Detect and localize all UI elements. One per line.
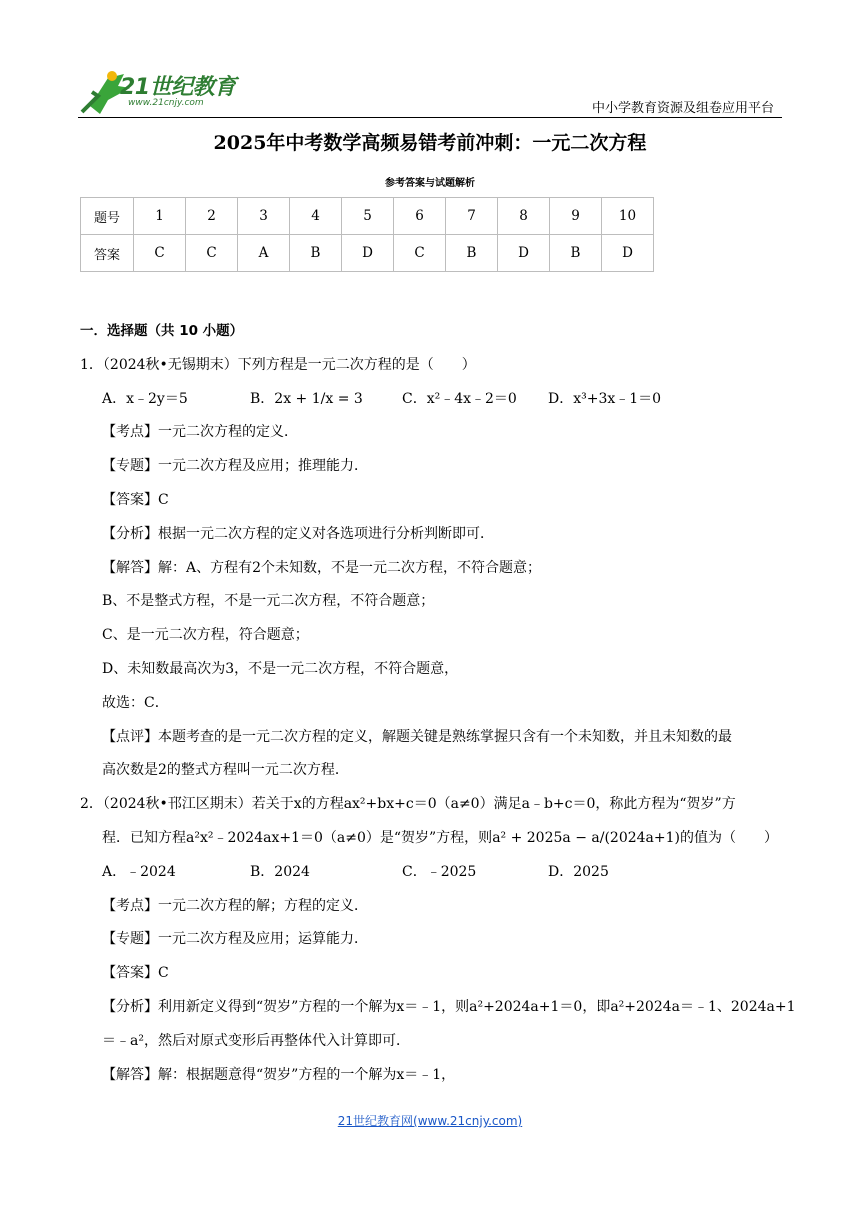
q1-option-b-expr: 2x + 1/x = 3	[274, 390, 363, 407]
q2-stem-1: 2．（2024秋•邗江区期末）若关于x的方程ax²+bx+c＝0（a≠0）满足a﹣b+c＝0，称此方程为“贺岁”方	[80, 796, 736, 813]
answer-table	[80, 197, 654, 272]
table-cell: D	[342, 235, 394, 272]
table-cell: 3	[238, 198, 290, 235]
q1-comment-1: 【点评】本题考查的是一元二次方程的定义，解题关键是熟练掌握只含有一个未知数，并且未知数的最	[102, 728, 732, 745]
q1-answer: 【答案】C	[102, 491, 169, 508]
table-cell: 2	[186, 198, 238, 235]
q2-analysis-1: 【分析】利用新定义得到“贺岁”方程的一个解为x＝﹣1，则a²+2024a+1＝0，即a²+2024a＝﹣1、2024a+1	[102, 998, 796, 1015]
document-body	[80, 315, 796, 1092]
table-cell: D	[498, 235, 550, 272]
table-cell: 5	[342, 198, 394, 235]
q1-choice: 故选：C．	[102, 694, 169, 711]
q2-stem-2-end: 的值为（ ）	[679, 829, 778, 846]
table-cell: C	[134, 235, 186, 272]
q2-option-d: D．2025	[548, 863, 609, 880]
q1-options	[80, 383, 780, 417]
table-cell: 7	[446, 198, 498, 235]
q1-zhuanti: 【专题】一元二次方程及应用；推理能力．	[102, 458, 368, 475]
table-cell: 1	[134, 198, 186, 235]
table-cell: B	[290, 235, 342, 272]
table-cell: 8	[498, 198, 550, 235]
logo-text: 21世纪教育	[120, 75, 236, 100]
q2-option-a: A．﹣2024	[102, 863, 176, 880]
q2-analysis-2: ＝﹣a²，然后对原式变形后再整体代入计算即可．	[102, 1032, 410, 1049]
answer-table-row-answers	[81, 235, 654, 272]
q1-option-c: C．x²﹣4x﹣2＝0	[402, 390, 517, 407]
page-title: 2025年中考数学高频易错考前冲刺：一元二次方程	[213, 132, 647, 154]
table-header-cell: 答案	[81, 235, 134, 272]
table-cell: 6	[394, 198, 446, 235]
footer-link[interactable]: 21世纪教育网(www.21cnjy.com)	[337, 1114, 523, 1128]
q2-stem-2-text: 程．已知方程a²x²﹣2024ax+1＝0（a≠0）是“贺岁”方程，则	[102, 829, 493, 846]
q2-solution: 【解答】解：根据题意得“贺岁”方程的一个解为x＝﹣1，	[102, 1066, 456, 1083]
platform-label: 中小学教育资源及组卷应用平台	[591, 101, 774, 116]
q1-kaodian: 【考点】一元二次方程的定义．	[102, 424, 298, 441]
table-cell: C	[394, 235, 446, 272]
q1-analysis: 【分析】根据一元二次方程的定义对各选项进行分析判断即可．	[102, 525, 494, 542]
table-cell: 4	[290, 198, 342, 235]
table-cell: 9	[550, 198, 602, 235]
table-cell: B	[446, 235, 498, 272]
table-cell: A	[238, 235, 290, 272]
answer-table-row-numbers	[81, 198, 654, 235]
q1-option-b	[250, 383, 402, 417]
q2-zhuanti: 【专题】一元二次方程及应用；运算能力．	[102, 931, 368, 948]
q1-option-b-prefix: B．	[250, 390, 275, 407]
q2-answer: 【答案】C	[102, 965, 169, 982]
table-header-cell: 题号	[81, 198, 134, 235]
q1-comment-2: 高次数是2的整式方程叫一元二次方程．	[102, 762, 349, 779]
q2-option-b: B．2024	[250, 863, 310, 880]
q2-stem-2	[80, 822, 780, 856]
q1-solution-d: D、未知数最高次为3，不是一元二次方程，不符合题意，	[102, 660, 459, 677]
q1-solution: 【解答】解：A、方程有2个未知数，不是一元二次方程，不符合题意；	[102, 559, 542, 576]
q1-solution-b: B、不是整式方程，不是一元二次方程，不符合题意；	[102, 593, 435, 610]
q2-options	[80, 856, 780, 890]
table-cell: C	[186, 235, 238, 272]
q1-option-a: A．x﹣2y＝5	[102, 390, 188, 407]
q2-option-c: C．﹣2025	[402, 863, 477, 880]
q1-stem: 1．（2024秋•无锡期末）下列方程是一元二次方程的是（ ）	[80, 356, 476, 373]
q1-solution-c: C、是一元二次方程，符合题意；	[102, 627, 309, 644]
q2-expression: a² + 2025a − a/(2024a+1)	[492, 829, 680, 846]
logo-url: www.21cnjy.com	[128, 98, 204, 108]
q2-kaodian: 【考点】一元二次方程的解；方程的定义．	[102, 897, 368, 914]
section-title: 一．选择题（共 10 小题）	[80, 323, 244, 339]
table-cell: D	[602, 235, 654, 272]
q1-option-d: D．x³+3x﹣1＝0	[548, 390, 662, 407]
page-subtitle: 参考答案与试题解析	[385, 178, 475, 189]
table-cell: 10	[602, 198, 654, 235]
table-cell: B	[550, 235, 602, 272]
header-rule	[78, 117, 782, 118]
